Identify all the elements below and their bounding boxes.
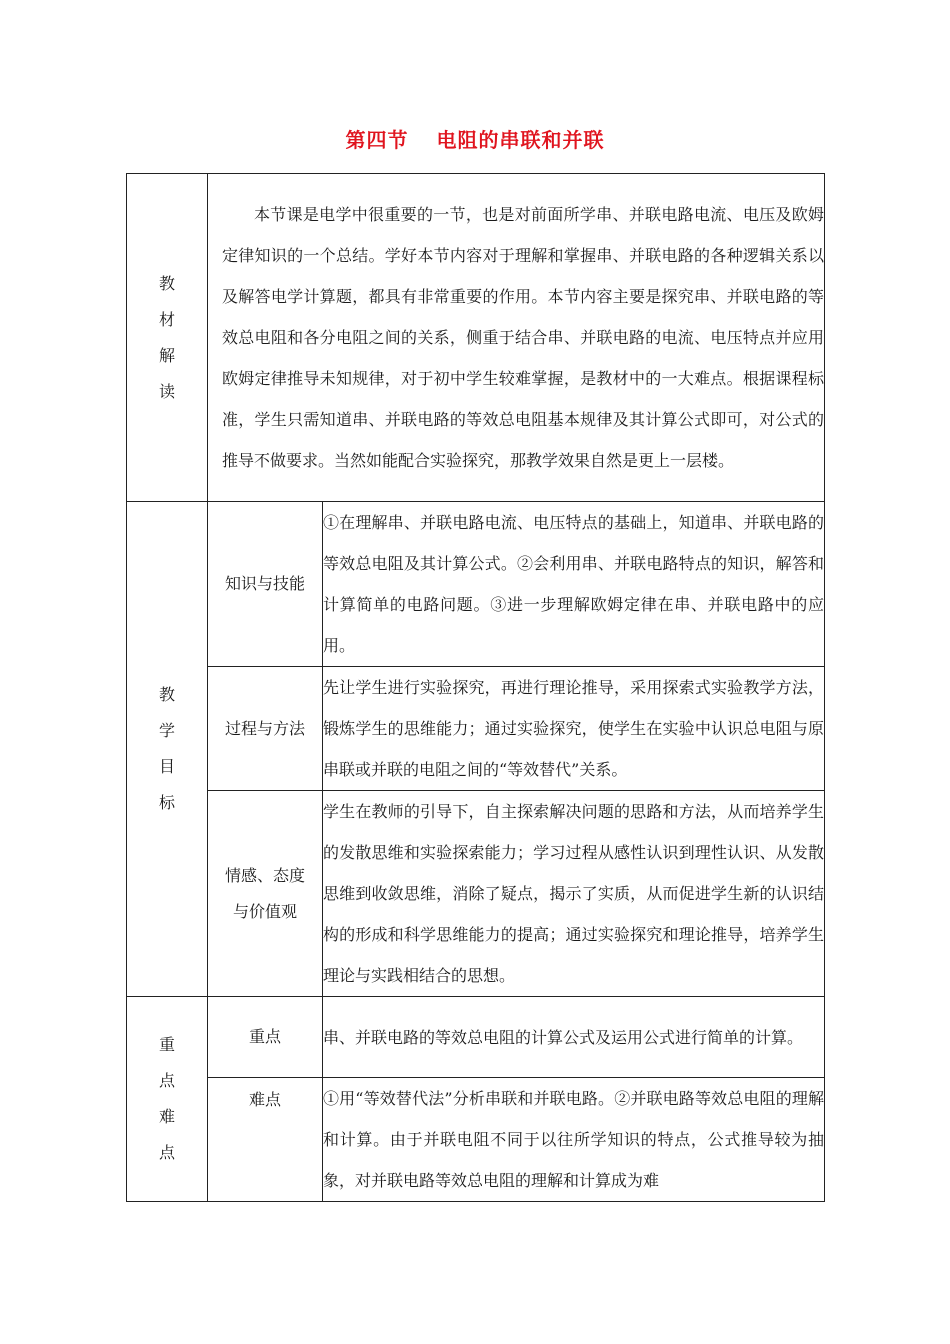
page-title [0,124,950,153]
label-char: 重 [158,1035,175,1054]
lesson-plan-table [126,173,825,1202]
process-content: 先让学生进行实验探究，再进行理论推导，采用探索式实验教学方法，锻炼学生的思维能力；通过实验探究，使学生在实验中认识总电阻与原串联或并联的电阻之间的“等效替代”关系。 [323,667,825,791]
label-char: 读 [158,381,175,401]
key-content: 串、并联电路的等效总电阻的计算公式及运用公式进行简单的计算。 [323,997,825,1078]
emotion-content: 学生在教师的引导下，自主探索解决问题的思路和方法，从而培养学生的发散思维和实验探索能力；学习过程从感性认识到理性认识、从发散思维到收敛思维，消除了疑点，揭示了实质，从而促进学生新的认识结构的形成和科学思维能力的提高；通过实验探究和理论推导，培养学生理论与实践相结合的思想。 [323,791,825,997]
emotion-label-line1: 情感、态度 [224,865,305,885]
knowledge-row [127,502,825,667]
difficult-label: 难点 [208,1078,323,1202]
knowledge-content: ①在理解串、并联电路电流、电压特点的基础上，知道串、并联电路的等效总电阻及其计算公式。②会利用串、并联电路特点的知识，解答和计算简单的电路问题。③进一步理解欧姆定律在串、并联电路中的应用。 [323,502,825,667]
textbook-row [127,174,825,502]
knowledge-label: 知识与技能 [208,502,323,667]
label-char: 解 [158,345,175,365]
textbook-label [127,174,208,502]
difficult-row [127,1078,825,1202]
goals-label [127,502,208,997]
key-label: 重点 [208,997,323,1078]
label-char: 点 [158,1143,175,1162]
label-char: 标 [158,793,175,812]
section-number: 第四节 [345,128,409,152]
section-name: 电阻的串联和并联 [436,128,605,152]
label-char: 教 [158,685,175,704]
key-points-label [127,997,208,1202]
difficult-content: ①用“等效替代法”分析串联和并联电路。②并联电路等效总电阻的理解和计算。由于并联电阻不同于以往所学知识的特点，公式推导较为抽象，对并联电路等效总电阻的理解和计算成为难 [323,1078,825,1202]
label-char: 点 [158,1071,175,1090]
process-label: 过程与方法 [208,667,323,791]
label-char: 材 [158,309,175,329]
label-char: 教 [158,273,175,293]
label-char: 学 [158,721,175,740]
emotion-label-line2: 与价值观 [232,901,297,921]
label-char: 目 [158,757,175,776]
process-row [127,667,825,791]
emotion-label [208,791,323,997]
key-row [127,997,825,1078]
label-char: 难 [158,1107,175,1126]
emotion-row [127,791,825,997]
textbook-content: 本节课是电学中很重要的一节，也是对前面所学串、并联电路电流、电压及欧姆定律知识的一个总结。学好本节内容对于理解和掌握串、并联电路的各种逻辑关系以及解答电学计算题，都具有非常重要的作用。本节内容主要是探究串、并联电路的等效总电阻和各分电阻之间的关系，侧重于结合串、并联电路的电流、电压特点并应用欧姆定律推导未知规律，对于初中学生较难掌握，是教材中的一大难点。根据课程标准，学生只需知道串、并联电路的等效总电阻基本规律及其计算公式即可，对公式的推导不做要求。当然如能配合实验探究，那教学效果自然是更上一层楼。 [208,174,825,502]
